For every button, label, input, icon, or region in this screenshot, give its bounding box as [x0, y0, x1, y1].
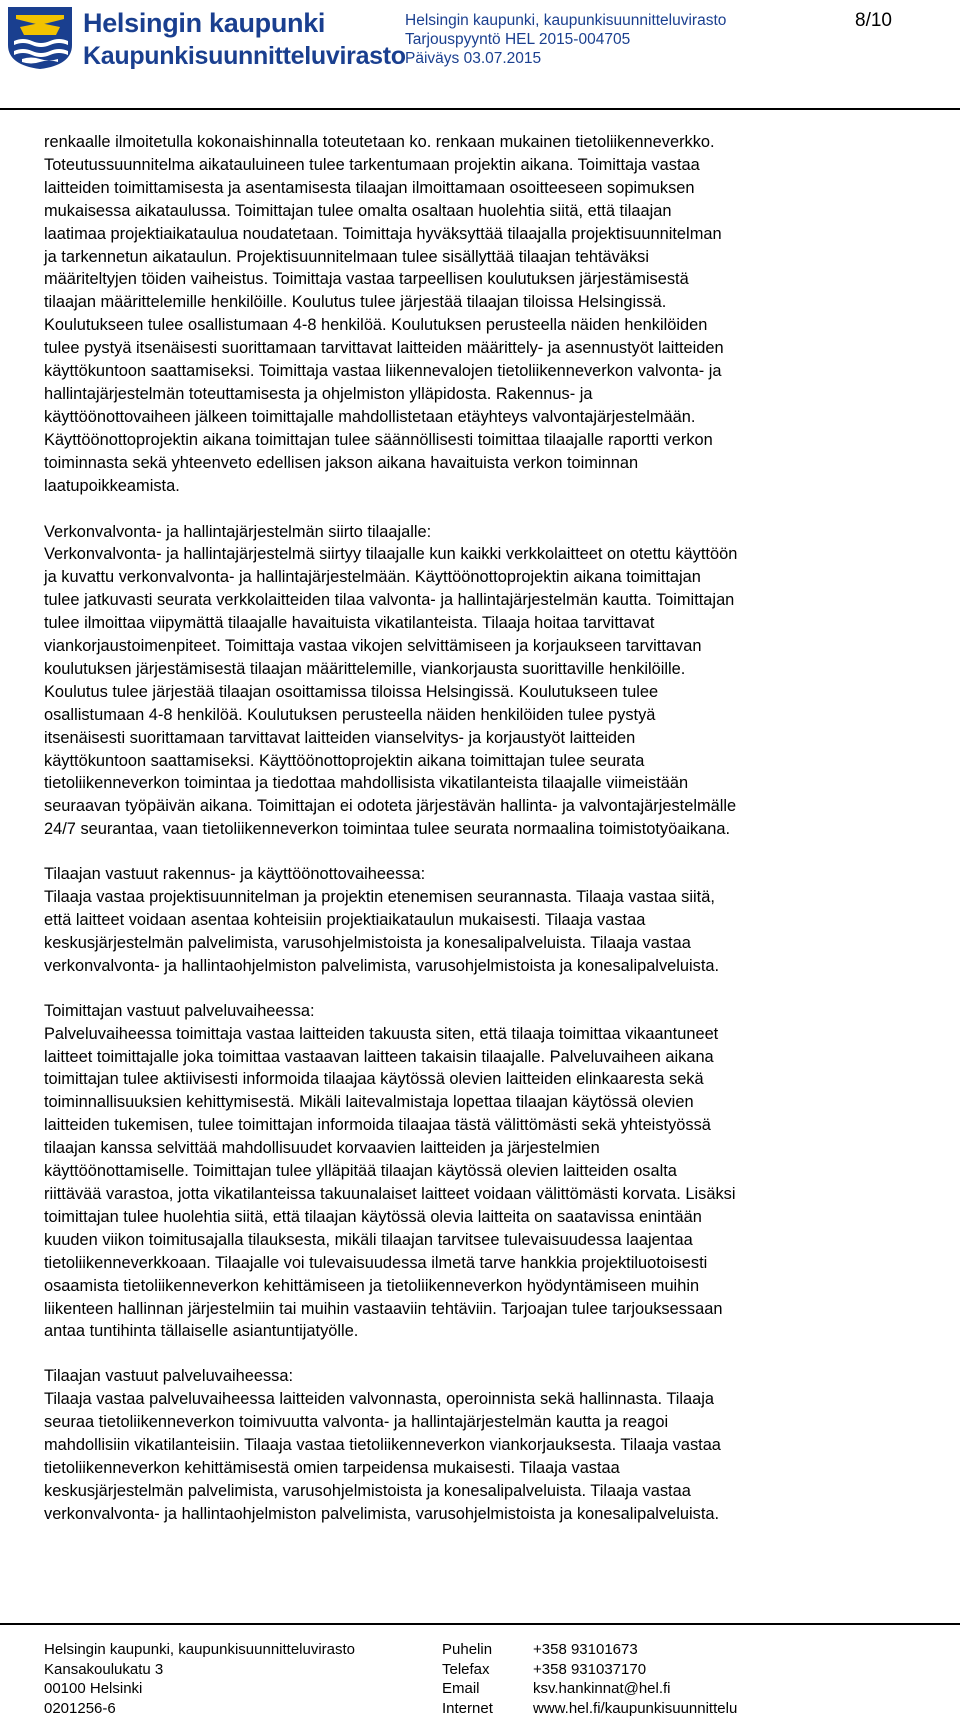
footer-business-id: 0201256-6 — [44, 1700, 116, 1718]
text-line: 24/7 seurantaa, vaan tietoliikenneverkon toimintaa tulee seurata normaalina toimistotyöaikana. — [44, 820, 731, 839]
footer-phone: +358 93101673 — [533, 1641, 638, 1658]
text-line: laatupoikkeamista. — [44, 476, 180, 495]
text-line: seuraavan työpäivän aikana. Toimittajan ei odoteta järjestävän hallinta- ja valvontajärjestelmälle — [44, 797, 737, 816]
paragraph — [44, 1365, 914, 1525]
text-line: renkaalle ilmoitetulla kokonaishinnalla toteutetaan ko. renkaan mukainen tietoliikenneverkko. — [44, 133, 715, 151]
text-line: toiminnallisuuksien kehittymisestä. Mikäli laitevalmistaja lopettaa tilaajan käytössä olevien — [44, 1093, 694, 1112]
footer-organisation: Helsingin kaupunki, kaupunkisuunnitteluvirasto — [44, 1641, 356, 1658]
text-line: tilaajan kanssa selvittää mahdollisuudet korvaavien laitteiden ja järjestelmien — [44, 1139, 600, 1158]
text-line: verkonvalvonta- ja hallintaohjelmiston palvelimista, varusohjelmistoista ja konesalipalveluista. — [44, 1504, 720, 1523]
text-line: tilaajan määrittelemille henkilöille. Koulutus tulee järjestää tilaajan tiloissa Helsingissä. — [44, 293, 667, 312]
text-line: keskusjärjestelmän palvelimista, varusohjelmistoista ja konesalipalveluista. Tilaaja vastaa — [44, 933, 691, 952]
text-line: laatimaa projektiaikataulua noudatetaan. Toimittaja hyväksyttää tilaajalla projektisuunnitelman — [44, 224, 722, 243]
text-line: keskusjärjestelmän palvelimista, varusohjelmistoista ja konesalipalveluista. Tilaaja vastaa — [44, 1481, 691, 1500]
paragraph — [44, 1000, 914, 1344]
document-meta — [405, 11, 726, 68]
document-body — [44, 131, 914, 1548]
text-line: että laitteet voidaan asentaa kohteisiin projektiaikataulun mukaisesti. Tilaaja vastaa — [44, 911, 646, 929]
text-line: tulee pystyä itsenäisesti suorittamaan tarvittavat laitteiden määrittely- ja asennustyöt laitteiden — [44, 339, 724, 358]
text-line: käyttöönottovaiheen jälkeen toimittajalle mahdollistetaan etäyhteys valvontajärjestelmään. — [44, 407, 696, 426]
footer-street: Kansakoulukatu 3 — [44, 1660, 164, 1678]
text-line: mukaisessa aikataulussa. Toimittajan tulee omalta osaltaan huolehtia siitä, että tilaajan — [44, 201, 672, 220]
footer-phone-label: Puhelin — [442, 1641, 493, 1658]
section-heading: Tilaajan vastuut rakennus- ja käyttöönottovaiheessa: — [44, 865, 426, 884]
page-header — [0, 0, 960, 110]
text-line: verkonvalvonta- ja hallintaohjelmiston palvelimista, varusohjelmistoista ja konesalipalveluista. — [44, 956, 720, 975]
text-line: käyttökuntoon saattamiseksi. Toimittaja vastaa liikennevalojen tietoliikenneverkon valvonta- ja — [44, 362, 722, 381]
header-divider — [0, 108, 960, 110]
text-line: koulutuksen järjestämisestä tilaajan määrittelemille, viankorjausta suorittaville henkilöille. — [44, 659, 686, 678]
text-line: käyttöönottamiselle. Toimittajan tulee ylläpitää tilaajan käytössä olevien laitteiden osalta — [44, 1162, 677, 1181]
logo-title: Helsingin kaupunki — [83, 8, 326, 38]
text-line: Koulutukseen tulee osallistumaan 4-8 henkilöä. Koulutuksen perusteella näiden henkilöiden — [44, 316, 708, 335]
text-line: Palveluvaiheessa toimittaja vastaa laitteiden takuusta siten, että tilaaja toimittaa vikaantuneet — [44, 1024, 719, 1043]
footer-website[interactable]: www.hel.fi/kaupunkisuunnittelu — [533, 1700, 738, 1718]
text-line: Tilaaja vastaa projektisuunnitelman ja projektin etenemisen seurannasta. Tilaaja vastaa siitä, — [44, 888, 715, 907]
text-line: laitteiden toimittamisesta ja asentamisesta tilaajan ilmoittamaan osoitteeseen sopimuksen — [44, 178, 695, 197]
footer-divider — [0, 1623, 960, 1625]
footer-fax-label: Telefax — [442, 1660, 490, 1678]
footer-email[interactable]: ksv.hankinnat@hel.fi — [533, 1680, 671, 1698]
text-line: kuuden viikon toimitusajalla tilauksesta, mikäli tilaajan tarvitsee tulevaisuudessa laajentaa — [44, 1230, 693, 1249]
section-heading: Tilaajan vastuut palveluvaiheessa: — [44, 1367, 294, 1386]
paragraph — [44, 863, 914, 978]
text-line: tulee ilmoittaa viipymättä tilaajalle havaituista vikatilanteista. Tilaaja hoitaa tarvittavat — [44, 614, 655, 633]
text-line: mahdollisiin vikatilanteisiin. Tilaaja vastaa tietoliikenneverkon viankorjauksesta. Tilaaja vastaa — [44, 1436, 721, 1455]
text-line: tietoliikenneverkon kehittämisestä omien tarpeidensa mukaisesti. Tilaaja vastaa — [44, 1458, 620, 1477]
section-heading: Verkonvalvonta- ja hallintajärjestelmän siirto tilaajalle: — [44, 522, 432, 541]
text-line: toiminnasta sekä yhteenveto edellisen jakson aikana havaituista verkon toiminnan — [44, 453, 639, 472]
text-line: ja kuvattu verkonvalvonta- ja hallintajärjestelmään. Käyttöönottoprojektin aikana toimittajan — [44, 568, 701, 587]
meta-organisation: Helsingin kaupunki, kaupunkisuunnitteluvirasto — [405, 12, 727, 29]
text-line: ja tarkennetun aikataulun. Projektisuunnitelmaan tulee sisällyttää tilaajan tehtäväksi — [44, 247, 649, 266]
paragraph — [44, 131, 914, 498]
helsinki-crest-icon — [6, 5, 74, 76]
text-line: Koulutus tulee järjestää tilaajan osoittamissa tiloissa Helsingissä. Koulutukseen tulee — [44, 682, 659, 701]
text-line: käyttökuntoon saattamiseksi. Käyttöönottoprojektin aikana toimittajan tulee seurata — [44, 751, 645, 770]
meta-tender-id: Tarjouspyyntö HEL 2015-004705 — [405, 31, 631, 48]
text-line: hallintajärjestelmän toteuttamisesta ja ohjelmiston ylläpidosta. Rakennus- ja — [44, 384, 593, 403]
footer-address — [44, 1640, 355, 1719]
text-line: toimittajan tulee huolehtia siitä, että tilaajan käytössä olevia laitteita on saatavissa enintään — [44, 1207, 702, 1226]
text-line: toimittajan tulee aktiivisesti informoida tilaajaa käytössä olevien laitteiden elinkaaresta sekä — [44, 1070, 704, 1089]
footer-contact-labels — [442, 1640, 493, 1719]
text-line: seuraa tietoliikenneverkon toimivuutta valvonta- ja hallintajärjestelmän kautta ja reagoi — [44, 1413, 669, 1432]
text-line: liikenteen hallinnan järjestelmiin tai muihin vastaaviin tehtäviin. Tarjoajan tulee tarjouksessaan — [44, 1299, 723, 1318]
footer-contact-values — [533, 1640, 737, 1719]
footer-fax: +358 931037170 — [533, 1660, 647, 1678]
paragraph — [44, 521, 914, 842]
text-line: määriteltyjen töiden vaiheistus. Toimittaja vastaa tarpeellisen koulutuksen järjestämisestä — [44, 270, 689, 289]
text-line: itsenäisesti suorittamaan tarvittavat laitteiden vianselvitys- ja korjaustyöt laitteiden — [44, 728, 636, 747]
footer-postcode: 00100 Helsinki — [44, 1680, 143, 1698]
text-line: viankorjaustoimenpiteet. Toimittaja vastaa vikojen selvittämiseen ja korjaukseen tarvittavan — [44, 637, 702, 656]
text-line: tietoliikenneverkkoaan. Tilaajalle voi tulevaisuudessa ilmetä tarve hankkia projektiluotoisesti — [44, 1253, 708, 1272]
footer-internet-label: Internet — [442, 1700, 493, 1718]
text-line: laitteet toimittajalle joka toimittaa vastaavan laitteen takaisin tilaajalle. Palveluvaiheen aikana — [44, 1047, 714, 1066]
text-line: riittävää varastoa, jotta vikatilanteissa takuunalaiset laitteet voidaan välittömästi korvata. Lisäksi — [44, 1184, 736, 1203]
text-line: laitteiden tukemisen, tulee toimittajan informoida tilaajaa tästä välittömästi sekä yhteistyössä — [44, 1116, 711, 1135]
section-heading: Toimittajan vastuut palveluvaiheessa: — [44, 1001, 315, 1020]
text-line: tulee jatkuvasti seurata verkkolaitteiden tilaa valvonta- ja hallintajärjestelmän kautta. Toimittajan — [44, 591, 735, 610]
text-line: osaamista tietoliikenneverkon kehittämiseen ja tietoliikenneverkon hyödyntämiseen muihin — [44, 1276, 700, 1295]
meta-date: Päiväys 03.07.2015 — [405, 50, 542, 67]
text-line: Verkonvalvonta- ja hallintajärjestelmä siirtyy tilaajalle kun kaikki verkkolaitteet on otettu käyttöön — [44, 545, 738, 564]
text-line: Käyttöönottoprojektin aikana toimittajan tulee säännöllisesti toimittaa tilaajalle raportti verkon — [44, 430, 713, 449]
text-line: Toteutussuunnitelma aikatauluineen tulee tarkentumaan projektin aikana. Toimittaja vastaa — [44, 155, 700, 174]
logo-subtitle: Kaupunkisuunnitteluvirasto — [83, 42, 406, 70]
page-number: 8/10 — [855, 10, 892, 31]
logo-text — [83, 6, 406, 72]
text-line: tietoliikenneverkon toimintaa ja tiedottaa mahdollisista vikatilanteista tilaajalle viimeistään — [44, 774, 689, 793]
text-line: Tilaaja vastaa palveluvaiheessa laitteiden valvonnasta, operoinnista sekä hallinnasta. Tilaaja — [44, 1390, 715, 1409]
footer-email-label: Email — [442, 1680, 480, 1698]
text-line: osallistumaan 4-8 henkilöä. Koulutuksen perusteella näiden henkilöiden tulee pystyä — [44, 705, 656, 724]
text-line: antaa tuntihinta tällaiselle asiantuntijatyölle. — [44, 1322, 359, 1341]
